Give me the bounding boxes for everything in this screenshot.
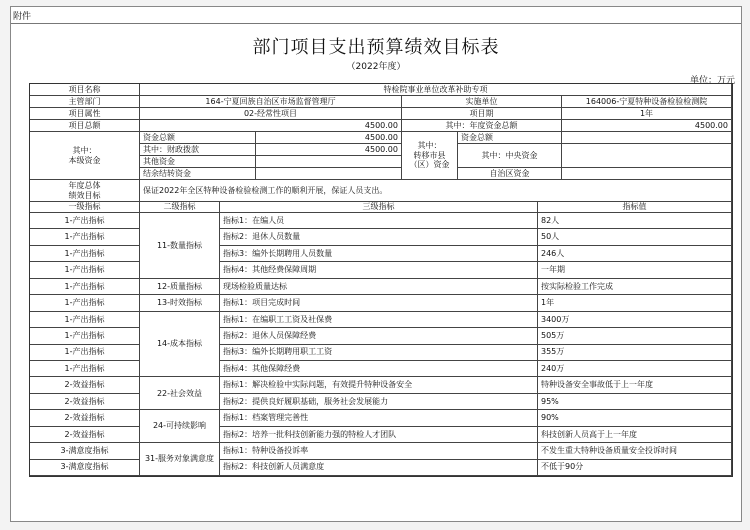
performance-table xyxy=(29,83,733,477)
table-row-value: 246人 xyxy=(538,246,732,262)
header-level2: 二级指标 xyxy=(140,202,220,213)
label-annual: 其中：年度资金总额 xyxy=(402,120,562,132)
table-row-level2: 14-成本指标 xyxy=(140,312,220,378)
table-row-value: 95% xyxy=(538,394,732,410)
value-annual: 4500.00 xyxy=(562,120,732,132)
year-label: （2022年度） xyxy=(346,62,406,72)
value-carryover xyxy=(256,168,402,180)
table-row-value: 一年期 xyxy=(538,262,732,278)
value-central xyxy=(562,144,732,168)
table-row-value: 按实际检验工作完成 xyxy=(538,279,732,295)
table-row-value: 不低于90分 xyxy=(538,460,732,476)
label-dept: 主管部门 xyxy=(30,96,140,108)
value-other xyxy=(256,156,402,168)
table-row-level3: 指标1：档案管理完善性 xyxy=(220,410,538,426)
table-row-level2: 24-可持续影响 xyxy=(140,410,220,443)
label-goal: 年度总体 绩效目标 xyxy=(30,180,140,202)
table-row-level1: 1-产出指标 xyxy=(30,328,140,344)
value-attribute: 02-经常性项目 xyxy=(140,108,402,120)
header-value: 指标值 xyxy=(538,202,732,213)
table-row-level3: 指标3：编外长期聘用人员数量 xyxy=(220,246,538,262)
value-period: 1年 xyxy=(562,108,732,120)
value-amount: 4500.00 xyxy=(140,120,402,132)
table-row-value: 1年 xyxy=(538,295,732,311)
table-row-value: 特种设备安全事故低于上一年度 xyxy=(538,377,732,393)
table-row-level1: 3-满意度指标 xyxy=(30,443,140,459)
table-row-level1: 3-满意度指标 xyxy=(30,460,140,476)
table-row-level1: 1-产出指标 xyxy=(30,229,140,245)
header-level3: 三级指标 xyxy=(220,202,538,213)
table-row-level2: 22-社会效益 xyxy=(140,377,220,410)
table-row-level3: 指标2：退休人员数量 xyxy=(220,229,538,245)
table-row-level1: 1-产出指标 xyxy=(30,345,140,361)
table-row-level3: 指标2：培养一批科技创新能力强的特检人才团队 xyxy=(220,427,538,443)
table-row-level3: 指标1：特种设备投诉率 xyxy=(220,443,538,459)
label-transfer: 其中： 转移市县 （区）资金 xyxy=(402,132,458,180)
annex-label: 附件 xyxy=(13,12,32,22)
table-row-level3: 指标1：解决检验中实际问题，有效提升特种设备安全 xyxy=(220,377,538,393)
value-dept: 164-宁夏回族自治区市场监督管理厅 xyxy=(140,96,402,108)
label-amount: 项目总额 xyxy=(30,120,140,132)
table-row-level3: 指标4：其他经费保障周期 xyxy=(220,262,538,278)
table-row-level3: 指标4：其他保障经费 xyxy=(220,361,538,377)
table-row-level2: 13-时效指标 xyxy=(140,295,220,311)
table-row-value: 355万 xyxy=(538,345,732,361)
header-level1: 一级指标 xyxy=(30,202,140,213)
value-goal: 保证2022年全区特种设备检验检测工作的顺利开展，保证人员支出。 xyxy=(140,180,732,202)
value-impl-unit: 164006-宁夏特种设备检验检测院 xyxy=(562,96,732,108)
label-region: 自治区资金 xyxy=(458,168,562,180)
label-impl-unit: 实施单位 xyxy=(402,96,562,108)
table-row-level1: 1-产出指标 xyxy=(30,361,140,377)
value-region xyxy=(562,168,732,180)
label-transfer-total: 资金总额 xyxy=(458,132,562,144)
label-local-funds: 其中： 本级资金 xyxy=(30,132,140,180)
table-row-level2: 31-服务对象满意度 xyxy=(140,443,220,476)
table-row-level3: 指标1：在编人员 xyxy=(220,213,538,229)
table-row-level1: 2-效益指标 xyxy=(30,427,140,443)
table-row-level3: 指标1：项目完成时间 xyxy=(220,295,538,311)
table-row-level1: 1-产出指标 xyxy=(30,213,140,229)
table-row-level3: 现场检验质量达标 xyxy=(220,279,538,295)
table-row-value: 3400万 xyxy=(538,312,732,328)
table-row-level1: 1-产出指标 xyxy=(30,262,140,278)
table-row-level3: 指标2：退休人员保障经费 xyxy=(220,328,538,344)
table-row-level1: 1-产出指标 xyxy=(30,246,140,262)
value-total-funds: 4500.00 xyxy=(256,132,402,144)
table-row-level3: 指标2：科技创新人员满意度 xyxy=(220,460,538,476)
table-row-level2: 11-数量指标 xyxy=(140,213,220,279)
value-project-name: 特检院事业单位改革补助专项 xyxy=(140,84,732,96)
label-total-funds: 资金总额 xyxy=(140,132,256,144)
label-central: 其中：中央资金 xyxy=(458,144,562,168)
table-row-value: 505万 xyxy=(538,328,732,344)
table-row-level1: 1-产出指标 xyxy=(30,279,140,295)
value-fiscal: 4500.00 xyxy=(256,144,402,156)
table-row-level3: 指标1：在编职工工资及社保费 xyxy=(220,312,538,328)
label-fiscal: 其中：财政拨款 xyxy=(140,144,256,156)
table-row-value: 90% xyxy=(538,410,732,426)
header-rule xyxy=(11,23,741,24)
label-carryover: 结余结转资金 xyxy=(140,168,256,180)
table-row-level1: 2-效益指标 xyxy=(30,410,140,426)
table-row-value: 50人 xyxy=(538,229,732,245)
unit-label: 单位：万元 xyxy=(689,76,735,86)
document-sheet xyxy=(10,6,742,522)
label-project-name: 项目名称 xyxy=(30,84,140,96)
table-row-level1: 2-效益指标 xyxy=(30,377,140,393)
table-row-level1: 1-产出指标 xyxy=(30,295,140,311)
table-row-value: 240万 xyxy=(538,361,732,377)
table-row-level2: 12-质量指标 xyxy=(140,279,220,295)
table-row-value: 82人 xyxy=(538,213,732,229)
table-row-level1: 2-效益指标 xyxy=(30,394,140,410)
table-row-level3: 指标3：编外长期聘用职工工资 xyxy=(220,345,538,361)
table-row-value: 不发生重大特种设备质量安全投诉时间 xyxy=(538,443,732,459)
value-transfer-total xyxy=(562,132,732,144)
label-other: 其他资金 xyxy=(140,156,256,168)
table-row-value: 科技创新人员高于上一年度 xyxy=(538,427,732,443)
table-row-level3: 指标2：提供良好履职基础，服务社会发展能力 xyxy=(220,394,538,410)
label-attribute: 项目属性 xyxy=(30,108,140,120)
table-row-level1: 1-产出指标 xyxy=(30,312,140,328)
page-title: 部门项目支出预算绩效目标表 xyxy=(252,37,500,58)
label-period: 项目期 xyxy=(402,108,562,120)
